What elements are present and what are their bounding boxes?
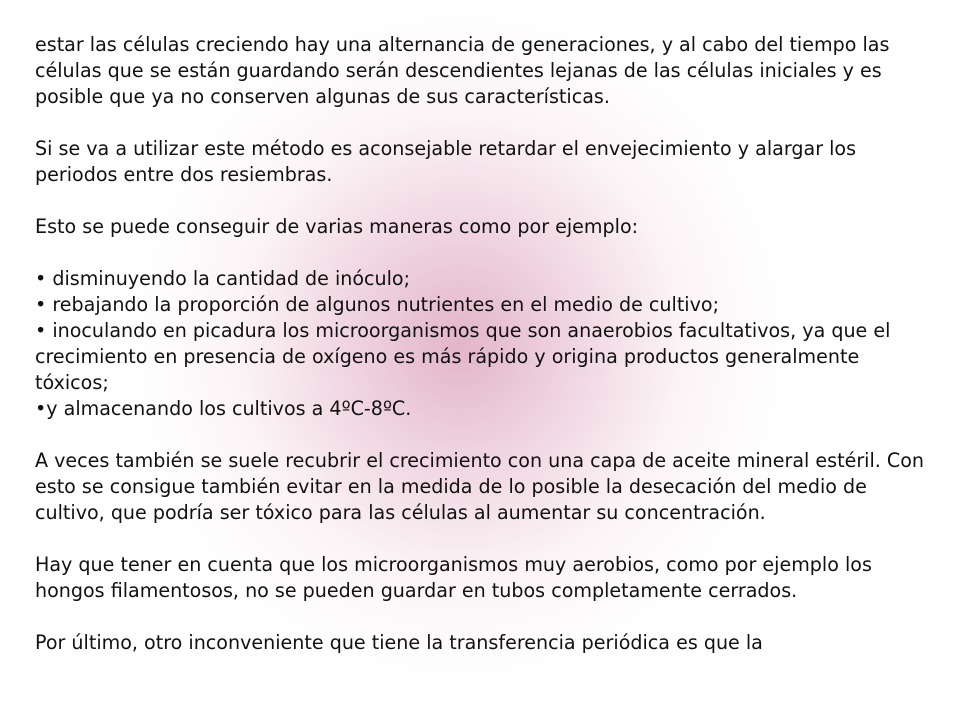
paragraph-3: Esto se puede conseguir de varias maneras como por ejemplo: xyxy=(35,215,639,238)
slide-text-body xyxy=(35,32,930,656)
bullet-item-4: •y almacenando los cultivos a 4ºC-8ºC. xyxy=(35,397,412,420)
bullet-item-1: • disminuyendo la cantidad de inóculo; xyxy=(35,267,411,290)
bullet-item-2: • rebajando la proporción de algunos nutrientes en el medio de cultivo; xyxy=(35,293,720,316)
paragraph-5: Hay que tener en cuenta que los microorganismos muy aerobios, como por ejemplo los hongos filamentosos, no se pueden guardar en tubos completamente cerrados. xyxy=(35,553,872,602)
paragraph-1: estar las células creciendo hay una alternancia de generaciones, y al cabo del tiempo las células que se están guardando serán descendientes lejanas de las células iniciales y es posible que ya no conserven algunas de sus características. xyxy=(35,33,890,108)
bullet-list xyxy=(35,266,930,422)
paragraph-2: Si se va a utilizar este método es aconsejable retardar el envejecimiento y alargar los periodos entre dos resiembras. xyxy=(35,137,857,186)
paragraph-6: Por último, otro inconveniente que tiene la transferencia periódica es que la xyxy=(35,631,763,654)
bullet-item-3: • inoculando en picadura los microorganismos que son anaerobios facultativos, ya que el crecimiento en presencia de oxígeno es más rápido y origina productos generalmente tóxicos; xyxy=(35,319,891,394)
paragraph-4: A veces también se suele recubrir el crecimiento con una capa de aceite mineral estéril. Con esto se consigue también evitar en la medida de lo posible la desecación del medio de cultivo, que podría ser tóxico para las células al aumentar su concentración. xyxy=(35,449,925,524)
